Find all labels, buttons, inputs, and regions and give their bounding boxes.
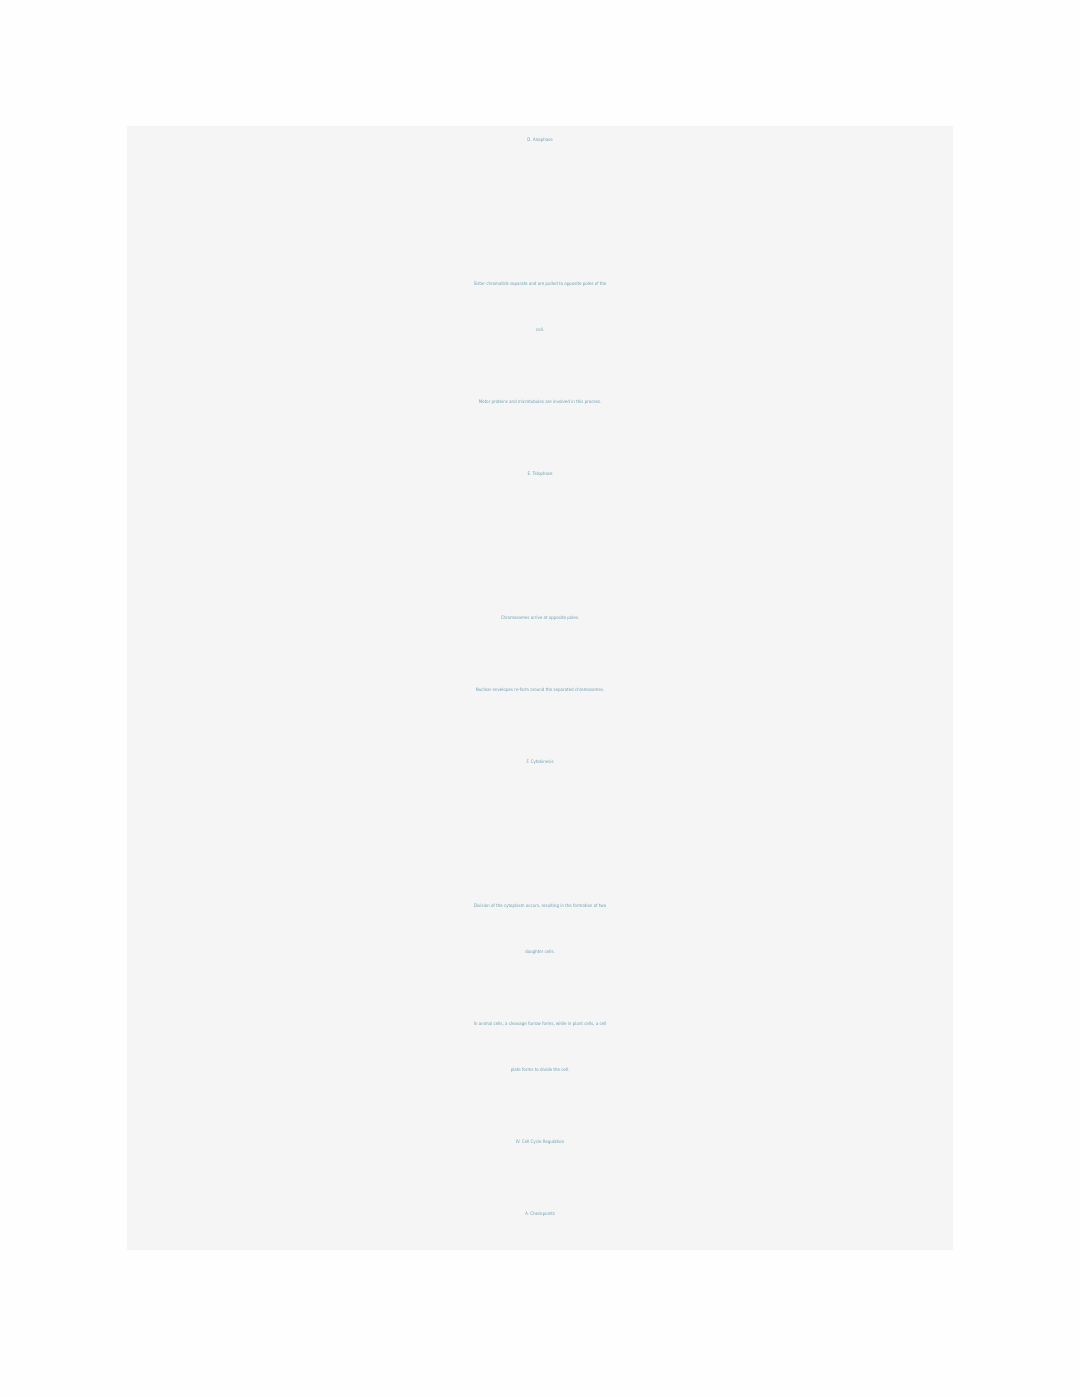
telophase-paragraph-1: Chromosomes arrive at opposite poles. <box>500 615 580 620</box>
cytokinesis-paragraph-2-line-2: plate forms to divide the cell. <box>510 1067 570 1072</box>
heading-checkpoints: A. Checkpoints <box>525 1211 555 1216</box>
cytokinesis-paragraph-1-line-1: Division of the cytoplasm occurs, resulting in the formation of two <box>473 903 607 908</box>
anaphase-paragraph-1-line-1: Sister chromatids separate and are pulled to opposite poles of the <box>473 281 607 286</box>
anaphase-paragraph-1-line-2: cell. <box>535 327 545 332</box>
heading-cell-cycle-regulation: IV. Cell Cycle Regulation <box>515 1139 565 1144</box>
heading-telophase: E. Telophase <box>527 471 553 476</box>
heading-cytokinesis: F. Cytokinesis <box>526 759 554 764</box>
telophase-paragraph-2: Nuclear envelopes re-form around the separated chromosomes. <box>475 687 605 692</box>
heading-anaphase: D. Anaphase <box>527 137 553 142</box>
cytokinesis-paragraph-1-line-2: daughter cells. <box>525 949 555 954</box>
cytokinesis-paragraph-2-line-1: In animal cells, a cleavage furrow forms, while in plant cells, a cell <box>473 1021 607 1026</box>
anaphase-paragraph-2: Motor proteins and microtubules are involved in this process. <box>478 399 602 404</box>
